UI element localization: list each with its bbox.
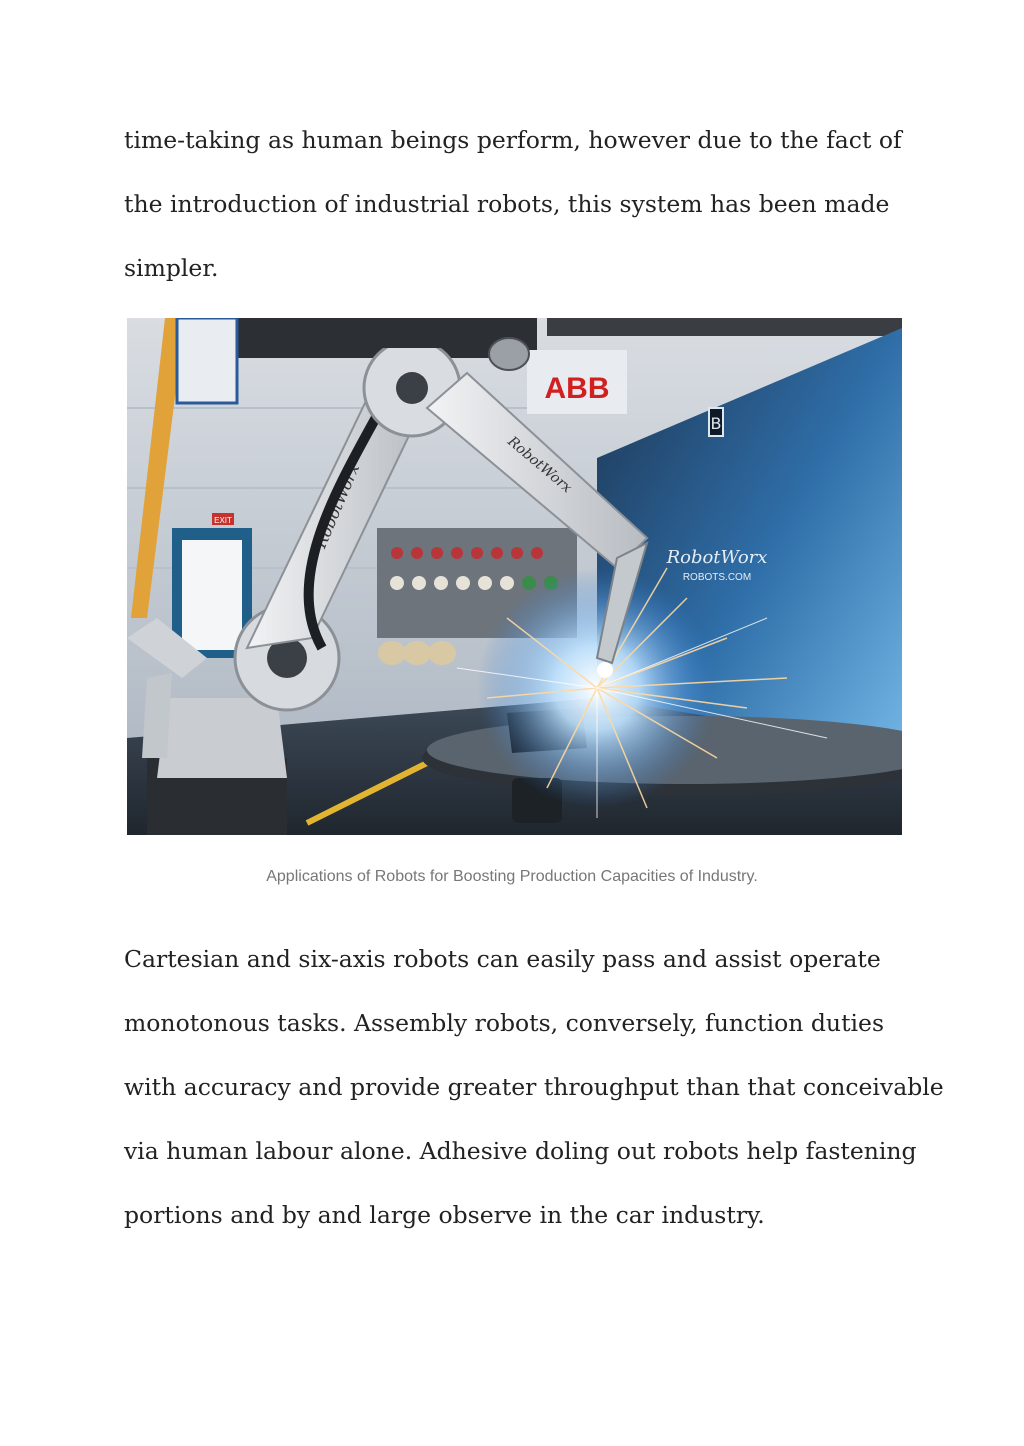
text-line: portions and by and large observe in the car industry. — [124, 1201, 765, 1229]
text-line: with accuracy and provide greater throughput than that conceivable — [124, 1073, 944, 1101]
cell-brand: RobotWorx — [666, 547, 768, 568]
welding-robot-photo — [127, 318, 902, 835]
abb-sign: ABB — [544, 372, 610, 405]
text-line: time-taking as human beings perform, however due to the fact of — [124, 126, 902, 154]
paragraph-body — [124, 927, 944, 1247]
text-line: monotonous tasks. Assembly robots, conversely, function duties — [124, 1009, 884, 1037]
figure-caption: Applications of Robots for Boosting Production Capacities of Industry. — [266, 868, 758, 885]
text-line: the introduction of industrial robots, this system has been made — [124, 190, 890, 218]
text-line: via human labour alone. Adhesive doling out robots help fastening — [124, 1137, 917, 1165]
cell-letter: B — [710, 414, 722, 433]
text-line: Cartesian and six-axis robots can easily pass and assist operate — [124, 945, 881, 973]
arm-brand: RobotWorx — [310, 460, 364, 551]
paragraph-intro — [124, 108, 914, 300]
exit-sign: EXIT — [214, 516, 232, 525]
cell-url: ROBOTS.COM — [682, 572, 752, 583]
forearm-brand: RobotWorx — [504, 433, 575, 497]
text-line: simpler. — [124, 254, 219, 282]
